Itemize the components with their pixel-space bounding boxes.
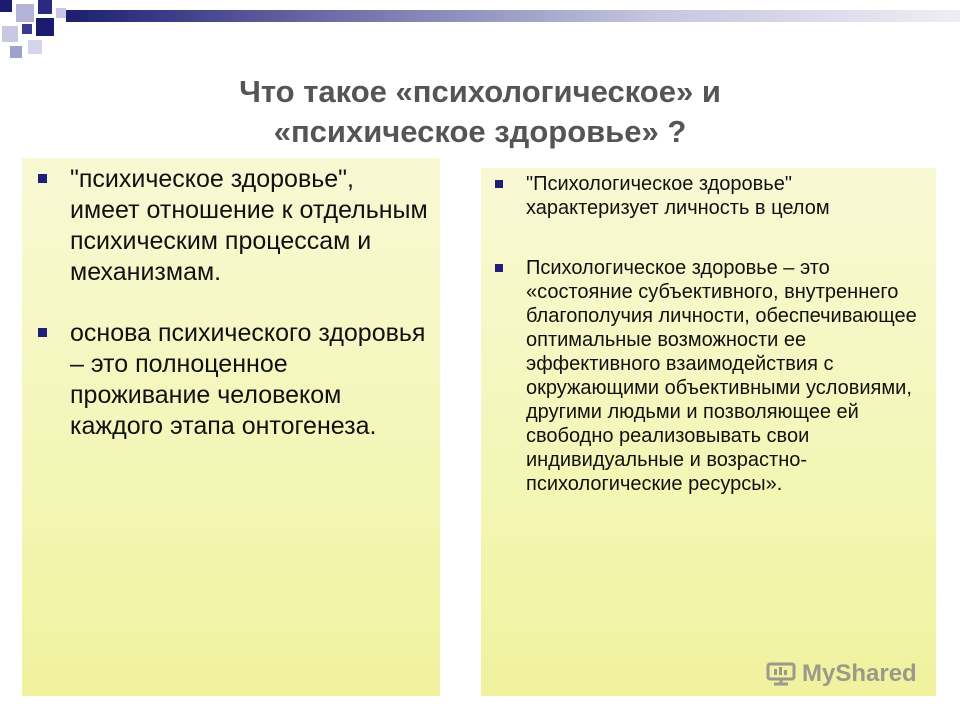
myshared-watermark bbox=[766, 658, 917, 690]
watermark-text: MyShared bbox=[802, 660, 917, 687]
slide-title bbox=[120, 72, 840, 152]
presentation-board-icon bbox=[766, 662, 796, 686]
left-bullet-list bbox=[22, 158, 440, 442]
slide-title-line-1: Что такое «психологическое» и bbox=[239, 74, 721, 109]
list-item bbox=[481, 172, 926, 220]
right-bullet-list bbox=[481, 168, 936, 496]
square-bullet-icon bbox=[495, 264, 503, 272]
square-bullet-icon bbox=[495, 180, 503, 188]
list-item-text: основа психического здоровья – это полноценное проживание человеком каждого этапа онтогенеза. bbox=[70, 319, 426, 440]
top-gradient-bar bbox=[66, 10, 960, 22]
left-panel bbox=[22, 158, 440, 696]
list-item-text: Психологическое здоровье – это «состояние субъективного, внутреннего благополучия личности, обеспечивающее оптимальные возможности ее эффективного взаимодействия с окружающими объективными условиями, другими людьми и позволяющее ей свободно реализовывать свои индивидуальные и возрастно-психологические ресурсы». bbox=[526, 257, 917, 495]
right-panel bbox=[481, 168, 936, 696]
list-item-text: "Психологическое здоровье" характеризует личность в целом bbox=[526, 173, 830, 219]
list-item-text: "психическое здоровье", имеет отношение к отдельным психическим процессам и механизмам. bbox=[70, 165, 428, 286]
square-bullet-icon bbox=[38, 174, 47, 183]
slide-title-line-2: «психическое здоровье» ? bbox=[273, 114, 687, 149]
list-item bbox=[22, 318, 430, 442]
square-bullet-icon bbox=[38, 328, 47, 337]
list-item bbox=[22, 164, 430, 288]
list-item bbox=[481, 256, 926, 496]
